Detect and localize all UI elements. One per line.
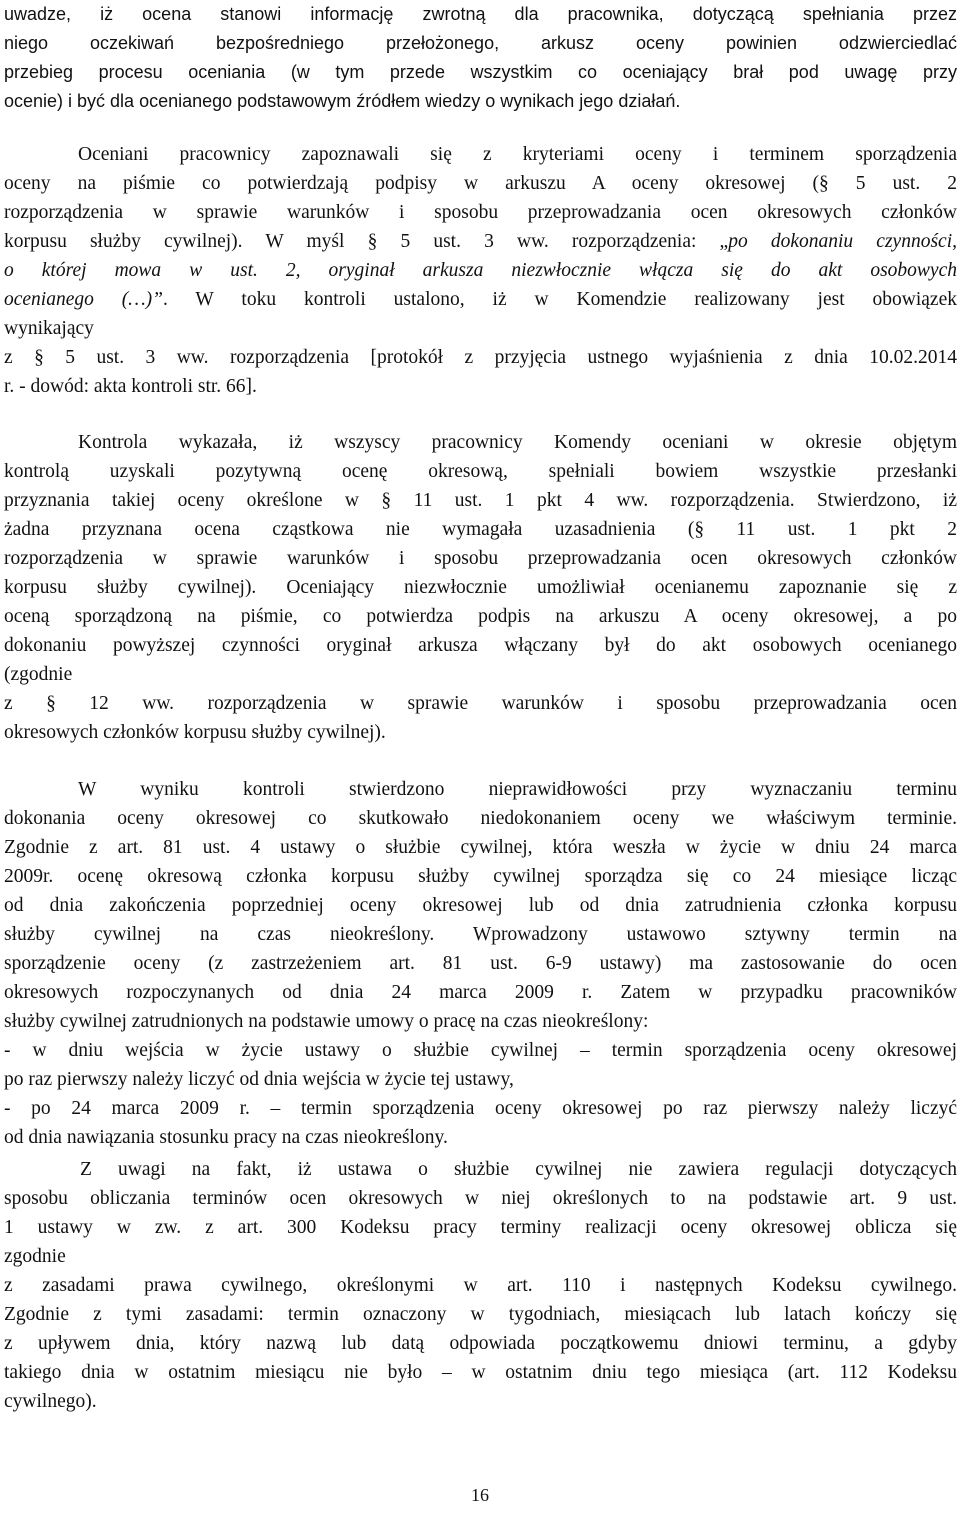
p1-line-4: ocenie) i być dla ocenianego podstawowym źródłem wiedzy o wynikach jego działań. [4,91,681,111]
p4-line-2: dokonania oceny okresowej co skutkowało niedokonaniem oceny we właściwym terminie. [4,808,957,829]
p2-line-2: oceny na piśmie co potwierdzają podpisy w arkuszu A oceny okresowej (§ 5 ust. 2 [4,173,957,194]
p2-line-4 [4,230,957,254]
p4-line-3: Zgodnie z art. 81 ust. 4 ustawy o służbie cywilnej, która weszła w życie w dniu 24 marca [4,837,957,858]
p2-line-7: wynikający [4,318,94,339]
p2-line-5 [4,259,957,283]
p3-line-9: (zgodnie [4,664,73,685]
p2-line-9: r. - dowód: akta kontroli str. 66]. [4,376,257,397]
p5-line-3: 1 ustawy w zw. z art. 300 Kodeksu pracy terminy realizacji oceny okresowej oblicza się [4,1217,957,1238]
p2-line-4-italic: po dokonaniu czynności, [728,231,957,252]
p4-line-4: 2009r. ocenę okresową członka korpusu służby cywilnej sporządza się co 24 miesiące licząc [4,866,957,887]
p3-line-4: żadna przyznana ocena cząstkowa nie wymagała uzasadnienia (§ 11 ust. 1 pkt 2 [4,519,957,540]
p5-line-5: z zasadami prawa cywilnego, określonymi w art. 110 i następnych Kodeksu cywilnego. [4,1275,957,1296]
p3-line-3: przyznania takiej oceny określone w § 11 ust. 1 pkt 4 ww. rozporządzenia. Stwierdzono, iż [4,490,957,511]
p4-line-10: - w dniu wejścia w życie ustawy o służbie cywilnej – termin sporządzenia oceny okresowej [4,1040,957,1061]
p5-line-6: Zgodnie z tymi zasadami: termin oznaczony w tygodniach, miesiącach lub latach kończy się [4,1304,957,1325]
p2-line-8: z § 5 ust. 3 ww. rozporządzenia [protokół z przyjęcia ustnego wyjaśnienia z dnia 10.02.2014 [4,347,957,368]
p2-line-4-text: korpusu służby cywilnej). W myśl § 5 ust. 3 ww. rozporządzenia: „ [4,231,729,252]
p3-line-7: oceną sporządzoną na piśmie, co potwierdza podpis na arkuszu A oceny okresowej, a po [4,606,957,627]
p4-line-7: sporządzenie oceny (z zastrzeżeniem art. 81 ust. 6-9 ustawy) ma zastosowanie do ocen [4,953,957,974]
p3-line-6: korpusu służby cywilnej). Oceniający niezwłocznie umożliwiał ocenianemu zapoznanie się z [4,577,957,598]
p4-line-12: - po 24 marca 2009 r. – termin sporządzenia oceny okresowej po raz pierwszy należy liczyć [4,1098,957,1119]
p3-line-2: kontrolą uzyskali pozytywną ocenę okresową, spełniali bowiem wszystkie przesłanki [4,461,957,482]
p4-line-11: po raz pierwszy należy liczyć od dnia wejścia w życie tej ustawy, [4,1069,514,1090]
p5-line-1: Z uwagi na fakt, iż ustawa o służbie cywilnej nie zawiera regulacji dotyczących [80,1159,957,1180]
p2-line-3: rozporządzenia w sprawie warunków i sposobu przeprowadzania ocen okresowych członków [4,202,957,223]
p4-line-13: od dnia nawiązania stosunku pracy na czas nieokreślony. [4,1127,448,1148]
p2-line-6-italic: ocenianego (…)” [4,289,163,310]
p5-line-8: takiego dnia w ostatnim miesiącu nie było – w ostatnim dniu tego miesiąca (art. 112 Kodeksu [4,1362,957,1383]
p2-line-6 [4,288,957,312]
p2-line-6-text: . W toku kontroli ustalono, iż w Komendzie realizowany jest obowiązek [162,289,957,310]
p3-line-1: Kontrola wykazała, iż wszyscy pracownicy Komendy oceniani w okresie objętym [78,432,957,453]
p1-line-2: niego oczekiwań bezpośredniego przełożonego, arkusz oceny powinien odzwierciedlać [4,33,957,53]
p3-line-5: rozporządzenia w sprawie warunków i sposobu przeprowadzania ocen okresowych członków [4,548,957,569]
p3-line-10: z § 12 ww. rozporządzenia w sprawie warunków i sposobu przeprowadzania ocen [4,693,957,714]
p5-line-4: zgodnie [4,1246,66,1267]
p4-line-5: od dnia zakończenia poprzedniej oceny okresowej lub od dnia zatrudnienia członka korpusu [4,895,957,916]
p4-line-8: okresowych rozpoczynanych od dnia 24 marca 2009 r. Zatem w przypadku pracowników [4,982,957,1003]
p4-line-6: służby cywilnej na czas nieokreślony. Wprowadzony ustawowo sztywny termin na [4,924,957,945]
p3-line-8: dokonaniu powyższej czynności oryginał arkusza włączany był do akt osobowych ocenianego [4,635,957,656]
p3-line-11: okresowych członków korpusu służby cywilnej). [4,722,386,743]
p2-line-5-italic: o której mowa w ust. 2, oryginał arkusza niezwłocznie włącza się do akt osobowych [4,260,957,281]
p5-line-7: z upływem dnia, który nazwą lub datą odpowiada początkowemu dniowi terminu, a gdyby [4,1333,957,1354]
page-number: 16 [471,1485,489,1505]
p1-line-3: przebieg procesu oceniania (w tym przede wszystkim co oceniający brał pod uwagę przy [4,62,957,82]
p5-line-9: cywilnego). [4,1391,97,1412]
p4-line-9: służby cywilnej zatrudnionych na podstawie umowy o pracę na czas nieokreślony: [4,1011,649,1032]
p4-line-1: W wyniku kontroli stwierdzono nieprawidłowości przy wyznaczaniu terminu [78,779,957,800]
p2-line-1: Oceniani pracownicy zapoznawali się z kryteriami oceny i terminem sporządzenia [78,144,957,165]
p1-line-1: uwadze, iż ocena stanowi informację zwrotną dla pracownika, dotyczącą spełniania przez [4,4,957,24]
p5-line-2: sposobu obliczania terminów ocen okresowych w niej określonych to na podstawie art. 9 ust. [4,1188,957,1209]
